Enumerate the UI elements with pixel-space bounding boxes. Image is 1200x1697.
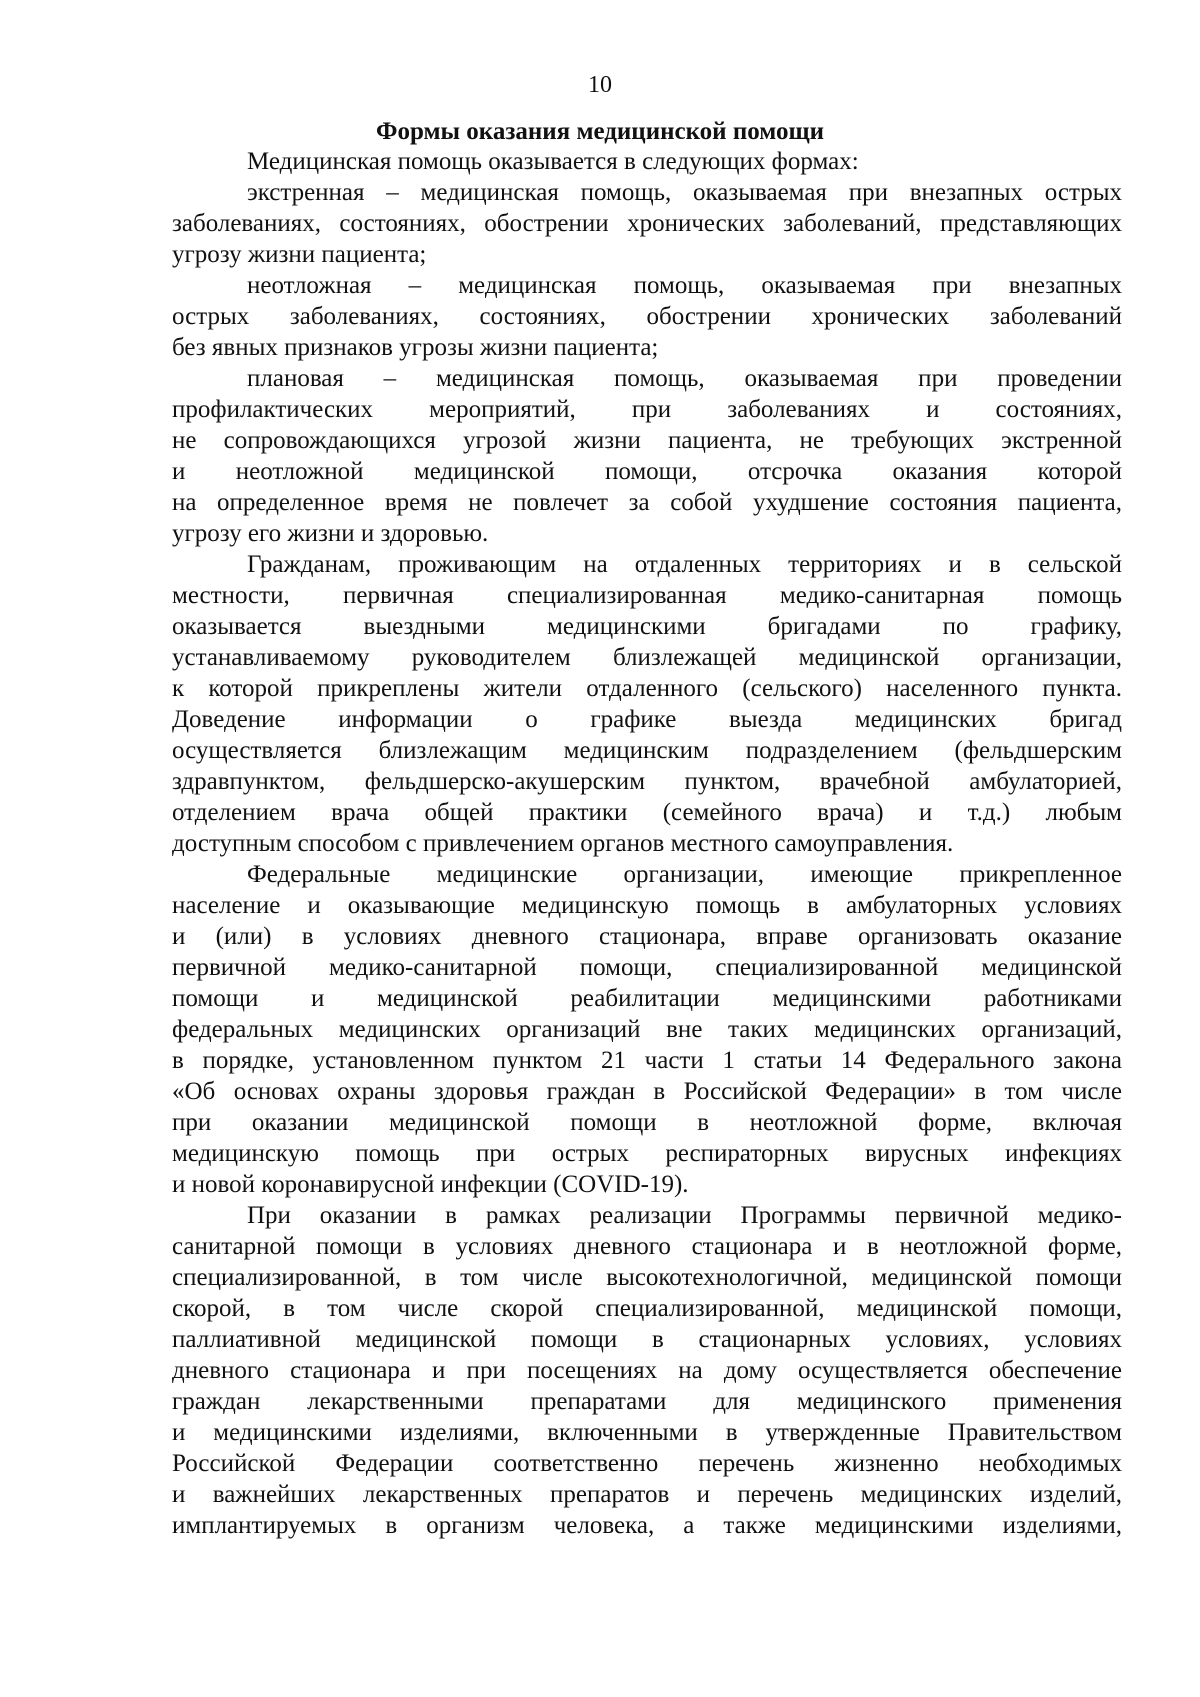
text-line: профилактических мероприятий, при заболеваниях и состояниях, [172,396,1122,423]
text-line: Российской Федерации соответственно перечень жизненно необходимых [172,1450,1122,1477]
section-title: Формы оказания медицинской помощи [376,118,824,145]
body-text [172,146,1122,1541]
text-line: местности, первичная специализированная медико-санитарная помощь [172,582,1122,609]
text-line: первичной медико-санитарной помощи, специализированной медицинской [172,954,1122,981]
text-line: и неотложной медицинской помощи, отсрочка оказания которой [172,458,1122,485]
text-line: оказывается выездными медицинскими бригадами по графику, [172,613,1122,640]
text-line: При оказании в рамках реализации Программы первичной медико- [247,1202,1122,1229]
text-line: устанавливаемому руководителем близлежащей медицинской организации, [172,644,1122,671]
text-line: Гражданам, проживающим на отдаленных территориях и в сельской [247,551,1122,578]
text-line: и новой коронавирусной инфекции (COVID-19). [172,1171,689,1198]
text-line: Федеральные медицинские организации, имеющие прикрепленное [247,861,1122,888]
text-line: дневного стационара и при посещениях на дому осуществляется обеспечение [172,1357,1122,1384]
text-line: плановая – медицинская помощь, оказываемая при проведении [247,365,1122,392]
text-line: угрозу жизни пациента; [172,241,427,268]
page-number: 10 [588,72,612,98]
text-line: граждан лекарственными препаратами для медицинского применения [172,1388,1122,1415]
text-line: в порядке, установленном пунктом 21 части 1 статьи 14 Федерального закона [172,1047,1122,1074]
text-line: помощи и медицинской реабилитации медицинскими работниками [172,985,1122,1012]
text-line: Доведение информации о графике выезда медицинских бригад [172,706,1122,733]
text-line: отделением врача общей практики (семейного врача) и т.д.) любым [172,799,1122,826]
text-line: Медицинская помощь оказывается в следующих формах: [247,148,859,175]
text-line: имплантируемых в организм человека, а также медицинскими изделиями, [172,1512,1122,1539]
text-line: здравпунктом, фельдшерско-акушерским пунктом, врачебной амбулаторией, [172,768,1122,795]
text-line: санитарной помощи в условиях дневного стационара и в неотложной форме, [172,1233,1122,1260]
text-line: федеральных медицинских организаций вне таких медицинских организаций, [172,1016,1122,1043]
text-line: население и оказывающие медицинскую помощь в амбулаторных условиях [172,892,1122,919]
text-line: и (или) в условиях дневного стационара, вправе организовать оказание [172,923,1122,950]
text-line: медицинскую помощь при острых респираторных вирусных инфекциях [172,1140,1122,1167]
text-line: экстренная – медицинская помощь, оказываемая при внезапных острых [247,179,1122,206]
text-line: осуществляется близлежащим медицинским подразделением (фельдшерским [172,737,1122,764]
text-line: паллиативной медицинской помощи в стационарных условиях, условиях [172,1326,1122,1353]
text-line: острых заболеваниях, состояниях, обострении хронических заболеваний [172,303,1122,330]
text-line: не сопровождающихся угрозой жизни пациента, не требующих экстренной [172,427,1122,454]
text-line: на определенное время не повлечет за собой ухудшение состояния пациента, [172,489,1122,516]
text-line: «Об основах охраны здоровья граждан в Российской Федерации» в том числе [172,1078,1122,1105]
text-line: к которой прикреплены жители отдаленного (сельского) населенного пункта. [172,675,1122,702]
text-line: доступным способом с привлечением органов местного самоуправления. [172,830,954,857]
text-line: специализированной, в том числе высокотехнологичной, медицинской помощи [172,1264,1122,1291]
text-line: заболеваниях, состояниях, обострении хронических заболеваний, представляющих [172,210,1122,237]
text-line: и важнейших лекарственных препаратов и перечень медицинских изделий, [172,1481,1122,1508]
text-line: неотложная – медицинская помощь, оказываемая при внезапных [247,272,1122,299]
text-line: угрозу его жизни и здоровью. [172,520,489,547]
text-line: скорой, в том числе скорой специализированной, медицинской помощи, [172,1295,1122,1322]
text-line: без явных признаков угрозы жизни пациента; [172,334,659,361]
text-line: при оказании медицинской помощи в неотложной форме, включая [172,1109,1122,1136]
text-line: и медицинскими изделиями, включенными в утвержденные Правительством [172,1419,1122,1446]
